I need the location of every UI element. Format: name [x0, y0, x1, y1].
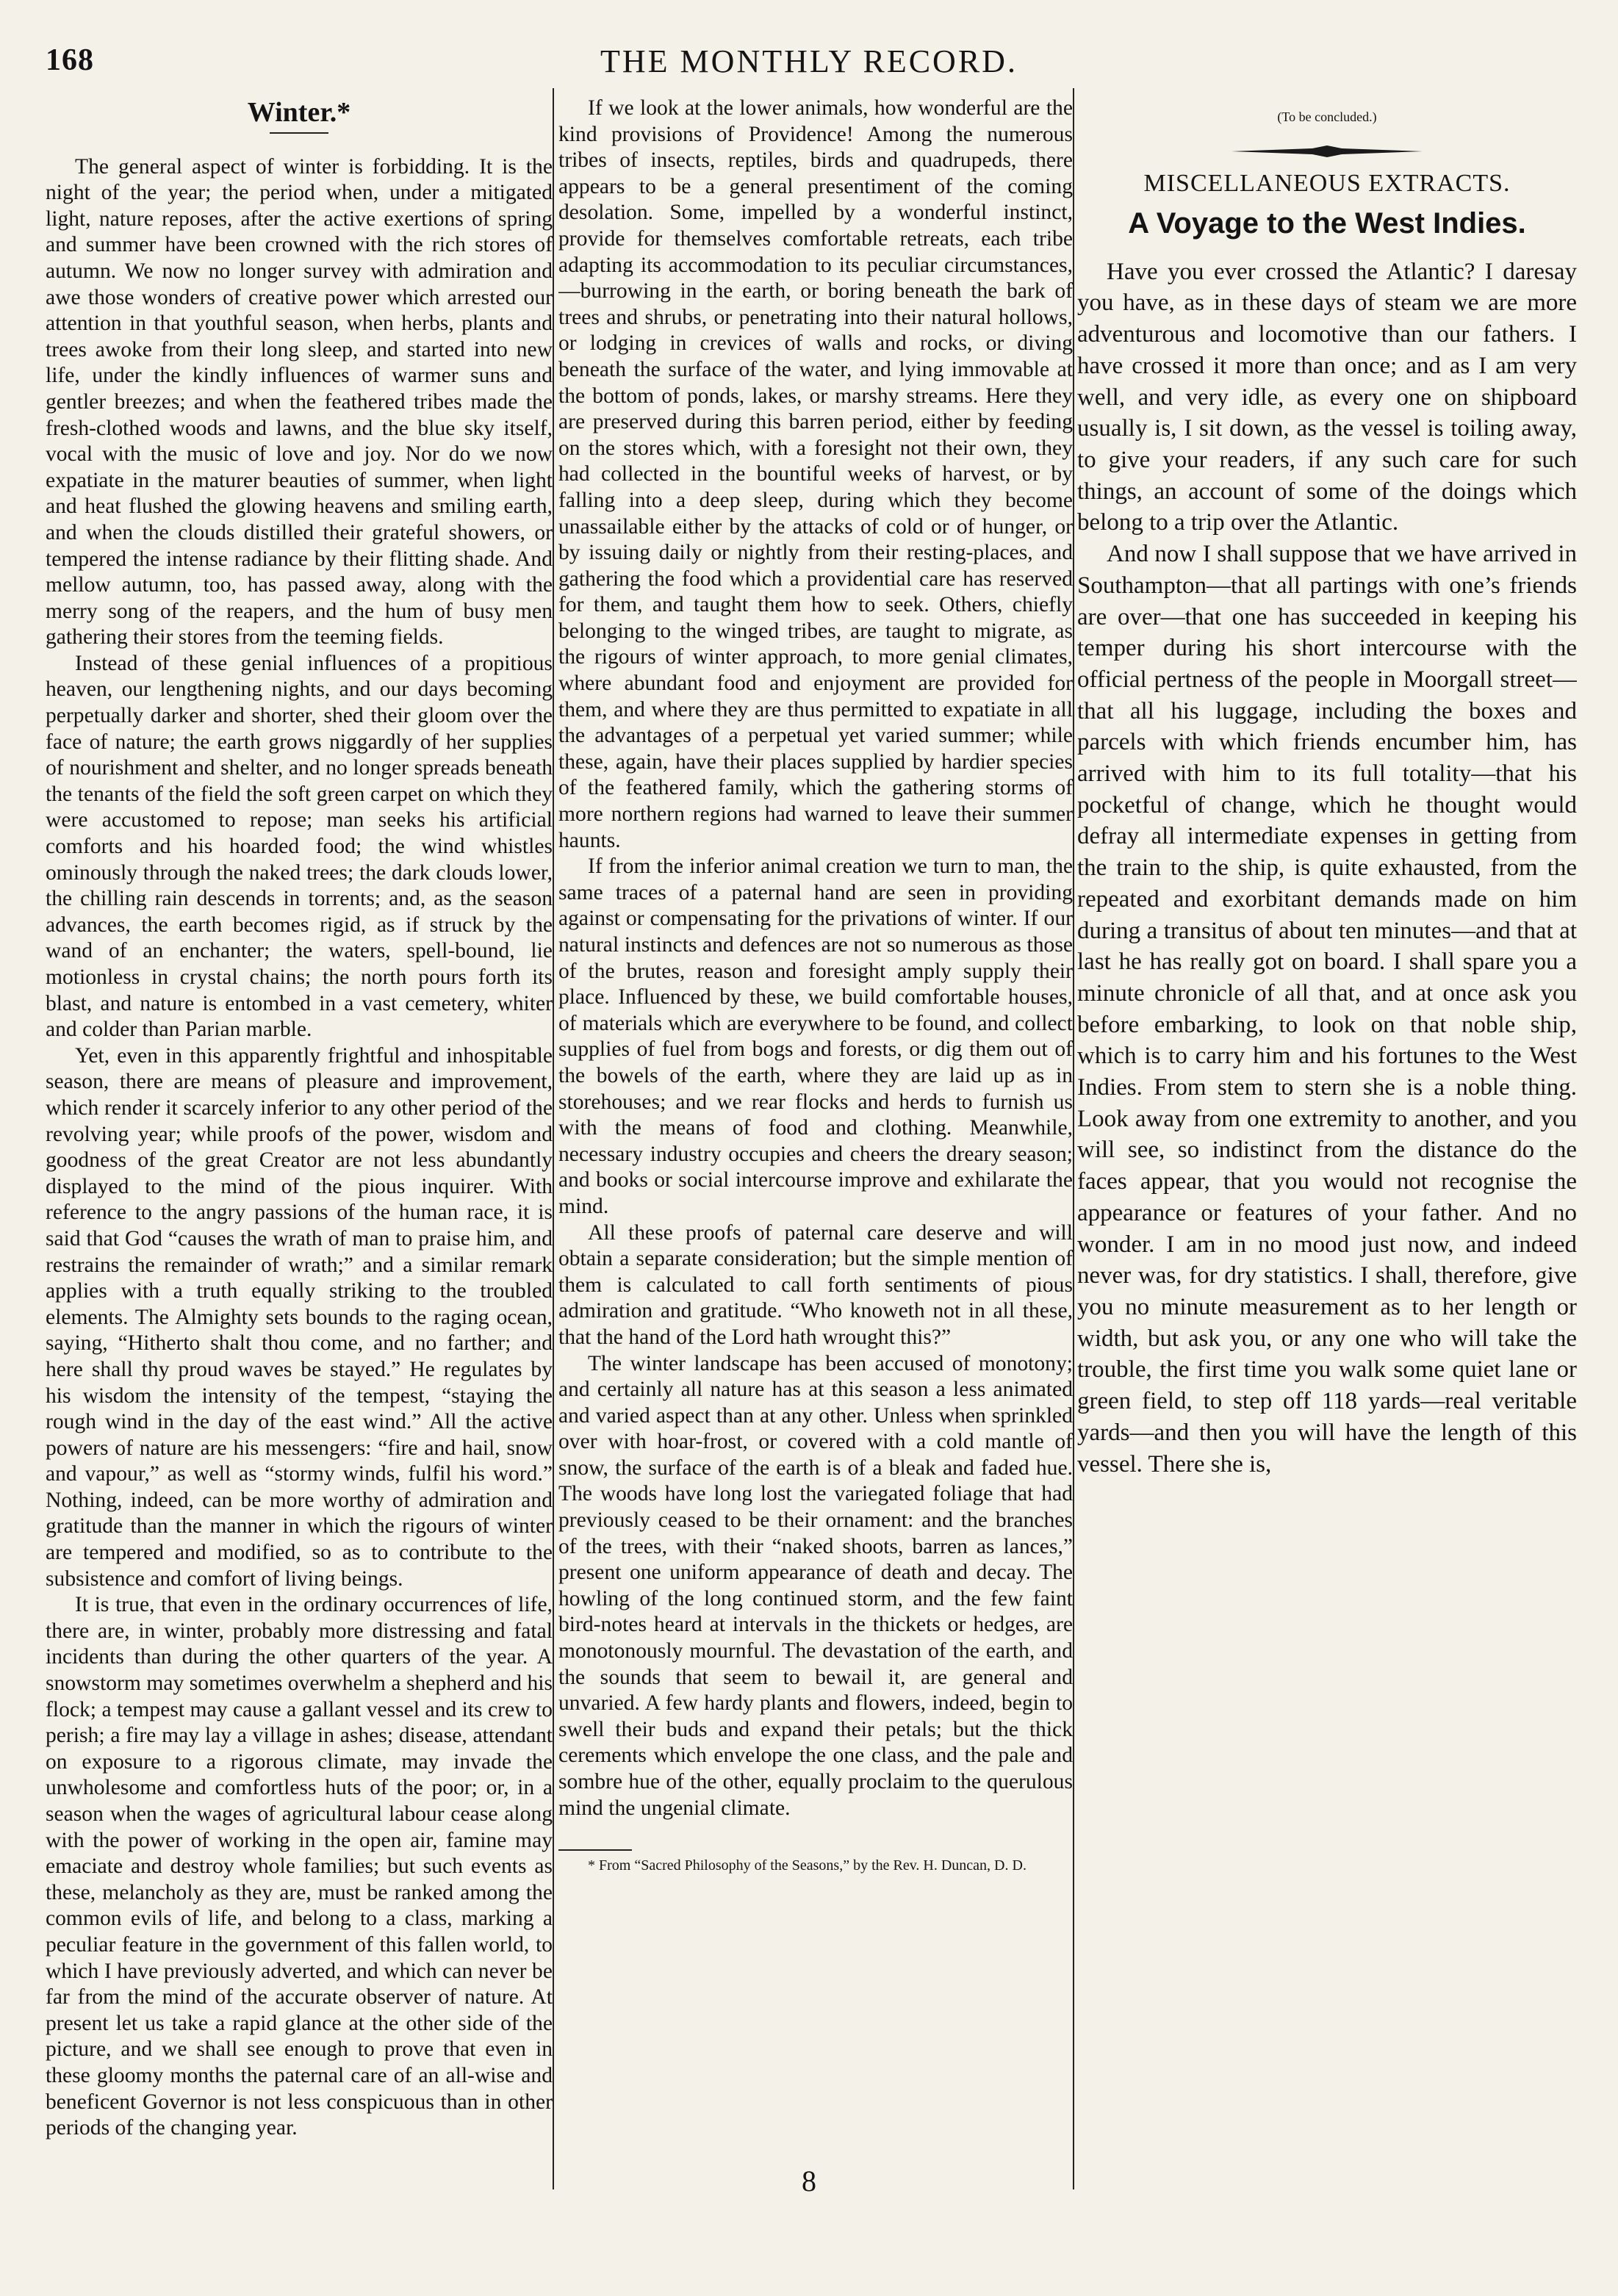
footnote-rule: [558, 1849, 632, 1851]
text-column-1: [46, 96, 553, 2182]
text-column-2: [558, 96, 1073, 2182]
paragraph: Have you ever crossed the Atlantic? I daresay you have, as in these days of steam we are more adventurous and locomotive than our fathers. I have crossed it more than once; and as I am very well, and very idle, as every one on shipboard usually is, I sit down, as the vessel is toiling away, to give your readers, if any such care for such things, an account of some of the doings which belong to a trip over the Atlantic.: [1077, 258, 1577, 536]
section-heading: MISCELLANEOUS EXTRACTS.: [1143, 169, 1511, 197]
paragraph: And now I shall suppose that we have arrived in Southampton—that all partings with one’s friends are over—that one has succeeded in keeping his temper during his short intercourse with the official pertness of the people in Moorgall street—that all his luggage, including the boxes and parcels with which friends encumber him, has arrived with him to its full totality—that his pocketful of change, which he thought would defray all intermediate expenses in getting from the train to the ship, is quite exhausted, from the repeated and exorbitant demands made on him during a transitus of about ten minutes—and that at last he has really got on board. I shall spare you a minute chronicle of all that, and at once ask you before embarking, to look on that noble ship, which is to carry him and his fortunes to the West Indies. From stem to stern she is a noble thing. Look away from one extremity to another, and you will see, so indistinct from the distance do the faces appear, that you would not recognise the appearance or features of your father. And no wonder. I am in no mood just now, and indeed never was, for dry statistics. I shall, therefore, give you no minute measurement as to her length or width, but ask you, or any one who will take the trouble, the first time you walk some quiet lane or green field, to step off 118 yards—real veritable yards—and then you will have the length of this vessel. There she is,: [1077, 541, 1577, 1478]
paragraph: It is true, that even in the ordinary occurrences of life, there are, in winter, probably more distressing and fatal incidents than during the other quarters of the year. A snowstorm may sometimes overwhelm a shepherd and his flock; a tempest may cause a gallant vessel and its crew to perish; a fire may lay a village in ashes; disease, attendant on exposure to a rigorous climate, may invade the unwholesome and comfortless huts of the poor; or, in a season when the wages of agricultural labour cease along with the power of working in the open air, famine may emaciate and destroy whole families; but such events as these, melancholy as they are, must be ranked among the common evils of life, and belong to a class, marking a peculiar feature in the government of this fallen world, to which I have previously adverted, and which can never be far from the mind of the accurate observer of nature. At present let us take a rapid glance at the other side of the picture, and we shall see enough to prove that even in these gloomy months the paternal care of an all-wise and beneficent Governor is not less conspicuous than in other periods of the changing year.: [46, 1593, 553, 2140]
column-rule: [1073, 88, 1074, 2189]
paragraph: Yet, even in this apparently frightful and inhospitable season, there are means of pleasure and improvement, which render it scarcely inferior to any other period of the revolving year; while proofs of the power, wisdom and goodness of the great Creator are not less abundantly displayed to the mind of the pious inquirer. With reference to the angry passions of the human race, it is said that God “causes the wrath of man to praise him, and restrains the remainder of wrath;” and a similar remark applies with a truth equally striking to the troubled elements. The Almighty sets bounds to the raging ocean, saying, “Hitherto shalt thou come, and no farther; and here shall thy proud waves be stayed.” He regulates by his wisdom the intensity of the tempest, “staying the rough wind in the day of the east wind.” All the active powers of nature are his messengers: “fire and hail, snow and vapour,” as well as “stormy winds, fulfil his word.” Nothing, indeed, can be more worthy of admiration and gratitude than the manner in which the rigours of winter are tempered and modified, so as to contribute to the subsistence and comfort of living beings.: [46, 1043, 553, 1591]
paragraph: If we look at the lower animals, how wonderful are the kind provisions of Providence! Among the numerous tribes of insects, reptiles, birds and quadrupeds, there appears to be a general presentiment of the coming desolation. Some, impelled by a wonderful instinct, provide for themselves comfortable retreats, each tribe adapting its accommodation to its peculiar circumstances,—burrowing in the earth, or boring beneath the bark of trees and shrubs, or penetrating into their natural hollows, or lodging in crevices of walls and rocks, or diving beneath the surface of the water, and lying immovable at the bottom of ponds, lakes, or marshy streams. Here they are preserved during this barren period, either by feeding on the stores which, with a foresight not their own, they had collected in the bountiful weeks of harvest, or by falling into a deep sleep, during which they become unassailable either by the attacks of cold or of hunger, or by issuing daily or nightly from their resting-places, and gathering the food which a providential care has reserved for them, and taught them how to seek. Others, chiefly belonging to the winged tribes, are taught to migrate, as the rigours of winter approach, to more genial climates, where abundant food and enjoyment are provided for them, and where they are thus permitted to expatiate in all the advantages of a perpetual yet varied summer; while these, again, have their places supplied by hardier species of the feathered family, which the gathering storms of more northern regions had warned to leave their summer haunts.: [558, 96, 1073, 852]
text-column-3: [1077, 96, 1577, 2182]
running-title: THE MONTHLY RECORD.: [600, 43, 1018, 79]
title-rule: [270, 132, 328, 134]
footnote: * From “Sacred Philosophy of the Seasons,” by the Rev. H. Duncan, D. D.: [588, 1857, 1026, 1874]
paragraph: The general aspect of winter is forbidding. It is the night of the year; the period when, under a mitigated light, nature reposes, after the active exertions of spring and summer have been crowned with the rich stores of autumn. We now no longer survey with admiration and awe those wonders of creative power which arrested our attention in that youthful season, when herbs, plants and trees awoke from their long sleep, and started into new life, under the kindly influences of warmer suns and gentler breezes; and when the feathered tribes made the fresh-clothed woods and lawns, and the blue sky itself, vocal with the music of love and joy. Nor do we now expatiate in the maturer beauties of summer, when light and heat flushed the glowing heavens and smiling earth, and when the clouds distilled their grateful showers, or tempered the intense radiance by their flitting shade. And mellow autumn, too, has passed away, along with the merry song of the reapers, and the hum of busy men gathering their stores from the teeming fields.: [46, 154, 553, 649]
article-title-winter: Winter.*: [247, 97, 351, 128]
article-title-voyage: A Voyage to the West Indies.: [1128, 207, 1526, 240]
paragraph: If from the inferior animal creation we turn to man, the same traces of a paternal hand are seen in providing against or compensating for the privations of winter. If our natural instincts and defences are not so numerous as those of the brutes, reason and foresight amply supply their place. Influenced by these, we build comfortable houses, of materials which are everywhere to be found, and collect supplies of fuel from bogs and forests, or dig them out of the bowels of the earth, where they are laid up as in storehouses; and we rear flocks and herds to furnish us with the means of food and clothing. Meanwhile, necessary industry occupies and cheers the dreary season; and books or social intercourse improve and exhilarate the mind.: [558, 854, 1073, 1218]
paragraph: The winter landscape has been accused of monotony; and certainly all nature has at this season a less animated and varied aspect than at any other. Unless when sprinkled over with hoar-frost, or covered with a cold mantle of snow, the surface of the earth is of a bleak and faded hue. The woods have long lost the variegated foliage that had previously ceased to be their ornament: and the branches of the trees, with their “naked shoots, barren as lances,” present one uniform appearance of death and decay. The howling of the long continued storm, and the few faint bird-notes heard at intervals in the thickets or hedges, are monotonously mournful. The devastation of the earth, and the sounds that seem to bewail it, are general and unvaried. A few hardy plants and flowers, indeed, begin to swell their buds and expand their petals; but the thick cerements which envelope the one class, and the pale and sombre hue of the other, equally proclaim to the querulous mind the ungenial climate.: [558, 1351, 1073, 1820]
to-be-concluded: (To be concluded.): [1277, 109, 1377, 124]
page-number: 168: [46, 43, 94, 77]
paragraph: Instead of these genial influences of a propitious heaven, our lengthening nights, and our days becoming perpetually darker and shorter, shed their gloom over the face of nature; the earth grows niggardly of her supplies of nourishment and shelter, and no longer spreads beneath the tenants of the field the soft green carpet on which they were accustomed to repose; man seeks his artificial comforts and his hoarded food; the wind whistles ominously through the naked trees; the dark clouds lower, the chilling rain descends in torrents; and, as the season advances, the earth becomes rigid, as if struck by the wand of an enchanter; the waters, spell-bound, lie motionless in crystal chains; the north pours forth its blast, and nature is entombed in a vast cemetery, whiter and colder than Parian marble.: [46, 651, 553, 1042]
column-rule: [553, 88, 554, 2189]
ornamental-rule: [1232, 145, 1423, 157]
signature-mark: 8: [802, 2164, 816, 2198]
voyage-article: [1077, 256, 1577, 1480]
paragraph: All these proofs of paternal care deserve and will obtain a separate consideration; but the simple mention of them is calculated to call forth sentiments of pious admiration and gratitude. “Who knoweth not in all these, that the hand of the Lord hath wrought this?”: [558, 1220, 1073, 1349]
